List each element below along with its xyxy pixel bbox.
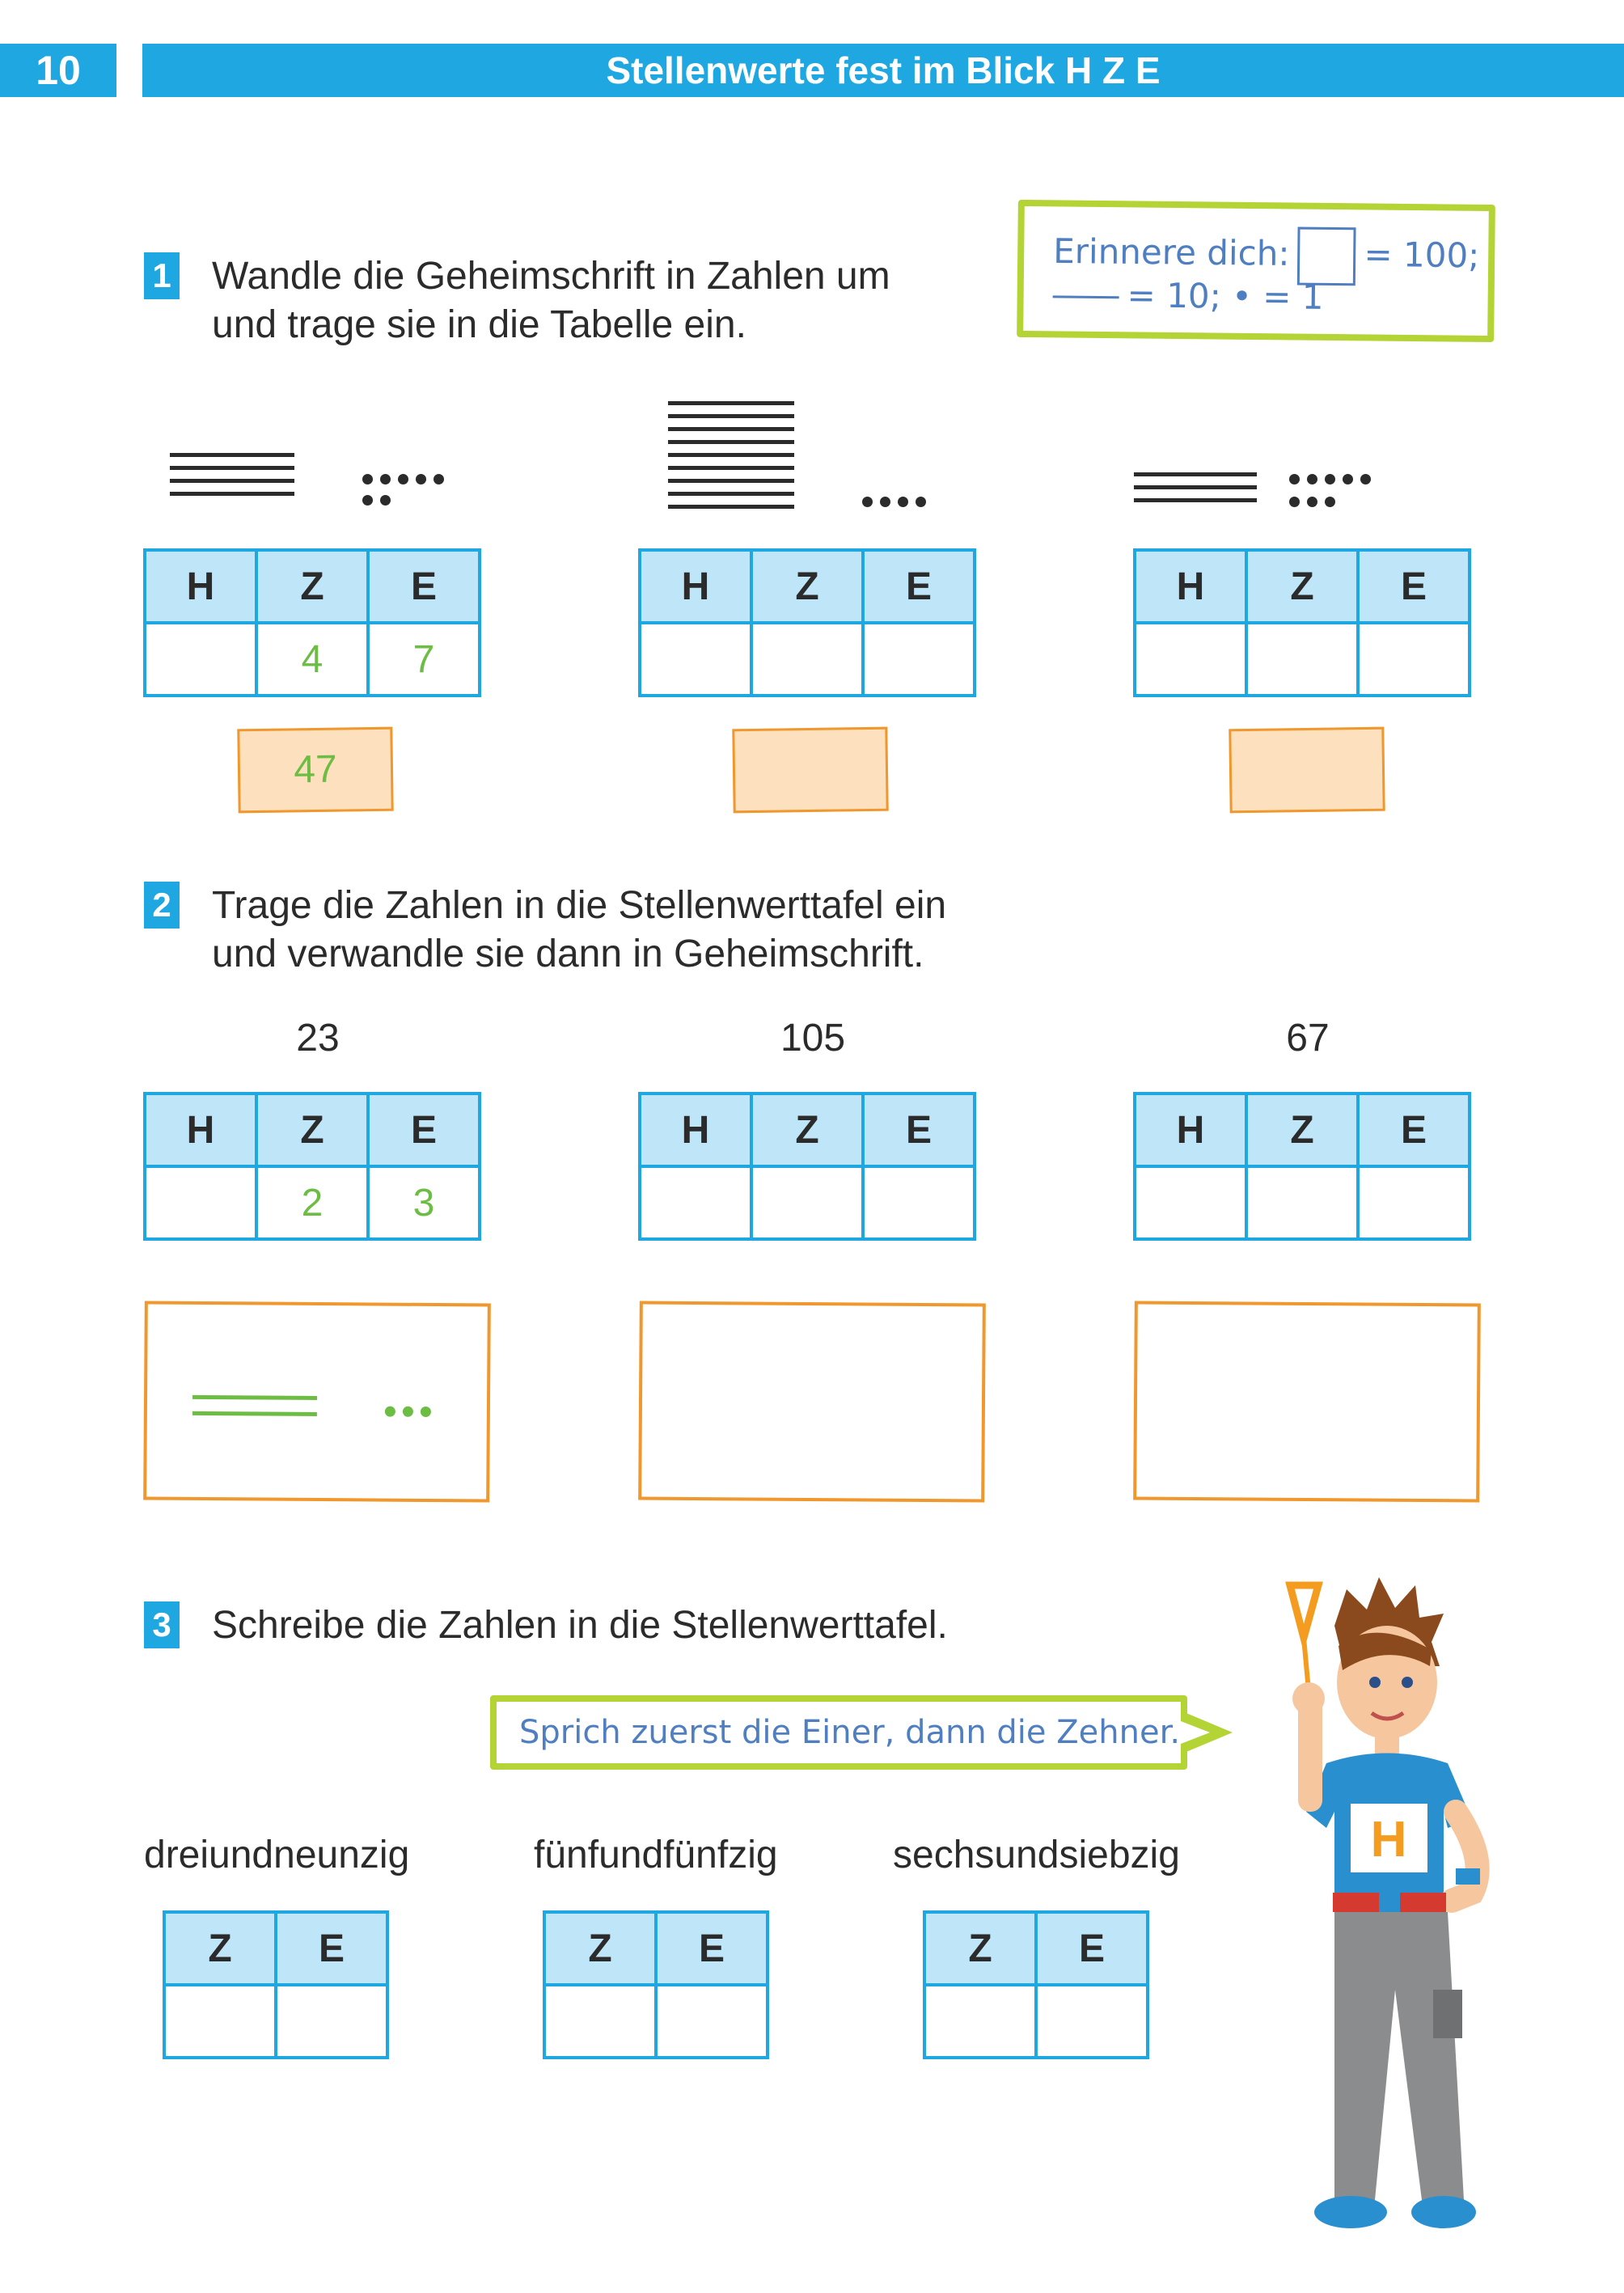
number-label-3: 67 xyxy=(1286,1017,1330,1060)
cell-z[interactable] xyxy=(1246,623,1358,696)
col-header-h: H xyxy=(145,1094,256,1166)
cell-z[interactable]: 2 xyxy=(256,1166,368,1239)
cell-e[interactable] xyxy=(1358,623,1470,696)
task1-table-3 xyxy=(1133,548,1471,697)
col-header-h: H xyxy=(640,550,751,623)
task2-table-1 xyxy=(143,1092,481,1241)
cell-h[interactable] xyxy=(1135,623,1246,696)
cell-z[interactable] xyxy=(164,1985,276,2058)
col-header-h: H xyxy=(145,550,256,623)
col-header-z: Z xyxy=(924,1912,1036,1985)
col-header-e: E xyxy=(863,1094,975,1166)
col-header-e: E xyxy=(1358,1094,1470,1166)
task-2-number: 2 xyxy=(144,882,180,929)
drawing-box-1[interactable] xyxy=(143,1301,491,1503)
task2-table-2 xyxy=(638,1092,976,1241)
cell-e[interactable] xyxy=(276,1985,387,2058)
task2-table-3 xyxy=(1133,1092,1471,1241)
task1-table-2 xyxy=(638,548,976,697)
drawing-box-2[interactable] xyxy=(638,1301,986,1503)
task1-table-1 xyxy=(143,548,481,697)
word-label-3: sechsundsiebzig xyxy=(893,1834,1180,1876)
page-number: 10 xyxy=(0,44,116,97)
col-header-z: Z xyxy=(1246,1094,1358,1166)
cell-z[interactable] xyxy=(751,1166,863,1239)
answer-box-2[interactable] xyxy=(732,727,888,814)
reminder-label: Erinnere dich: xyxy=(1052,231,1290,273)
cell-e[interactable] xyxy=(656,1985,768,2058)
task-1-instruction-line1: Wandle die Geheimschrift in Zahlen um xyxy=(212,255,890,298)
cell-z[interactable] xyxy=(751,623,863,696)
cell-e[interactable] xyxy=(1358,1166,1470,1239)
bubble-tail-inner xyxy=(1181,1721,1210,1744)
number-label-1: 23 xyxy=(296,1017,340,1060)
word-label-2: fünfundfünfzig xyxy=(534,1834,778,1876)
hint-speech-bubble: Sprich zuerst die Einer, dann die Zehner. xyxy=(490,1695,1187,1770)
task3-table-1 xyxy=(163,1910,389,2059)
col-header-e: E xyxy=(1358,550,1470,623)
col-header-h: H xyxy=(1135,550,1246,623)
cell-e[interactable] xyxy=(1036,1985,1148,2058)
cell-z[interactable] xyxy=(544,1985,656,2058)
cell-h[interactable] xyxy=(145,623,256,696)
number-label-2: 105 xyxy=(780,1017,846,1060)
col-header-z: Z xyxy=(751,550,863,623)
cell-z[interactable] xyxy=(924,1985,1036,2058)
page-title: Stellenwerte fest im Blick H Z E xyxy=(142,44,1624,97)
mascot-boy-illustration xyxy=(1213,1569,1537,2265)
reminder-eq1: = 100; xyxy=(1364,234,1480,276)
drawing-box-3[interactable] xyxy=(1133,1301,1481,1503)
reminder-eq2: = 10; • = 1 xyxy=(1127,275,1324,317)
cell-h[interactable] xyxy=(1135,1166,1246,1239)
col-header-e: E xyxy=(656,1912,768,1985)
col-header-e: E xyxy=(276,1912,387,1985)
col-header-e: E xyxy=(863,550,975,623)
col-header-h: H xyxy=(1135,1094,1246,1166)
task-3-number: 3 xyxy=(144,1601,180,1648)
ten-stroke-icon xyxy=(1053,295,1119,298)
col-header-e: E xyxy=(368,550,480,623)
col-header-z: Z xyxy=(544,1912,656,1985)
cell-e[interactable] xyxy=(863,1166,975,1239)
task-1-number: 1 xyxy=(144,252,180,299)
cell-z[interactable]: 4 xyxy=(256,623,368,696)
shirt-letter: H xyxy=(1370,1812,1407,1868)
col-header-z: Z xyxy=(751,1094,863,1166)
answer-box-3[interactable] xyxy=(1229,727,1385,814)
cell-z[interactable] xyxy=(1246,1166,1358,1239)
task-1-instruction-line2: und trage sie in die Tabelle ein. xyxy=(212,303,746,346)
cell-e[interactable]: 7 xyxy=(368,623,480,696)
col-header-z: Z xyxy=(256,550,368,623)
task3-table-3 xyxy=(923,1910,1149,2059)
answer-box-1[interactable]: 47 xyxy=(237,727,393,814)
col-header-z: Z xyxy=(256,1094,368,1166)
reminder-box xyxy=(1017,200,1495,342)
cell-h[interactable] xyxy=(640,623,751,696)
cell-h[interactable] xyxy=(145,1166,256,1239)
task-2-instruction-line2: und verwandle sie dann in Geheimschrift. xyxy=(212,933,924,975)
col-header-h: H xyxy=(640,1094,751,1166)
task-2-instruction-line1: Trage die Zahlen in die Stellenwerttafel ein xyxy=(212,884,947,927)
col-header-e: E xyxy=(1036,1912,1148,1985)
col-header-z: Z xyxy=(164,1912,276,1985)
col-header-z: Z xyxy=(1246,550,1358,623)
cell-h[interactable] xyxy=(640,1166,751,1239)
cell-e[interactable]: 3 xyxy=(368,1166,480,1239)
col-header-e: E xyxy=(368,1094,480,1166)
task3-table-2 xyxy=(543,1910,769,2059)
task-3-instruction: Schreibe die Zahlen in die Stellenwerttafel. xyxy=(212,1604,948,1647)
word-label-1: dreiundneunzig xyxy=(144,1834,410,1876)
cell-e[interactable] xyxy=(863,623,975,696)
